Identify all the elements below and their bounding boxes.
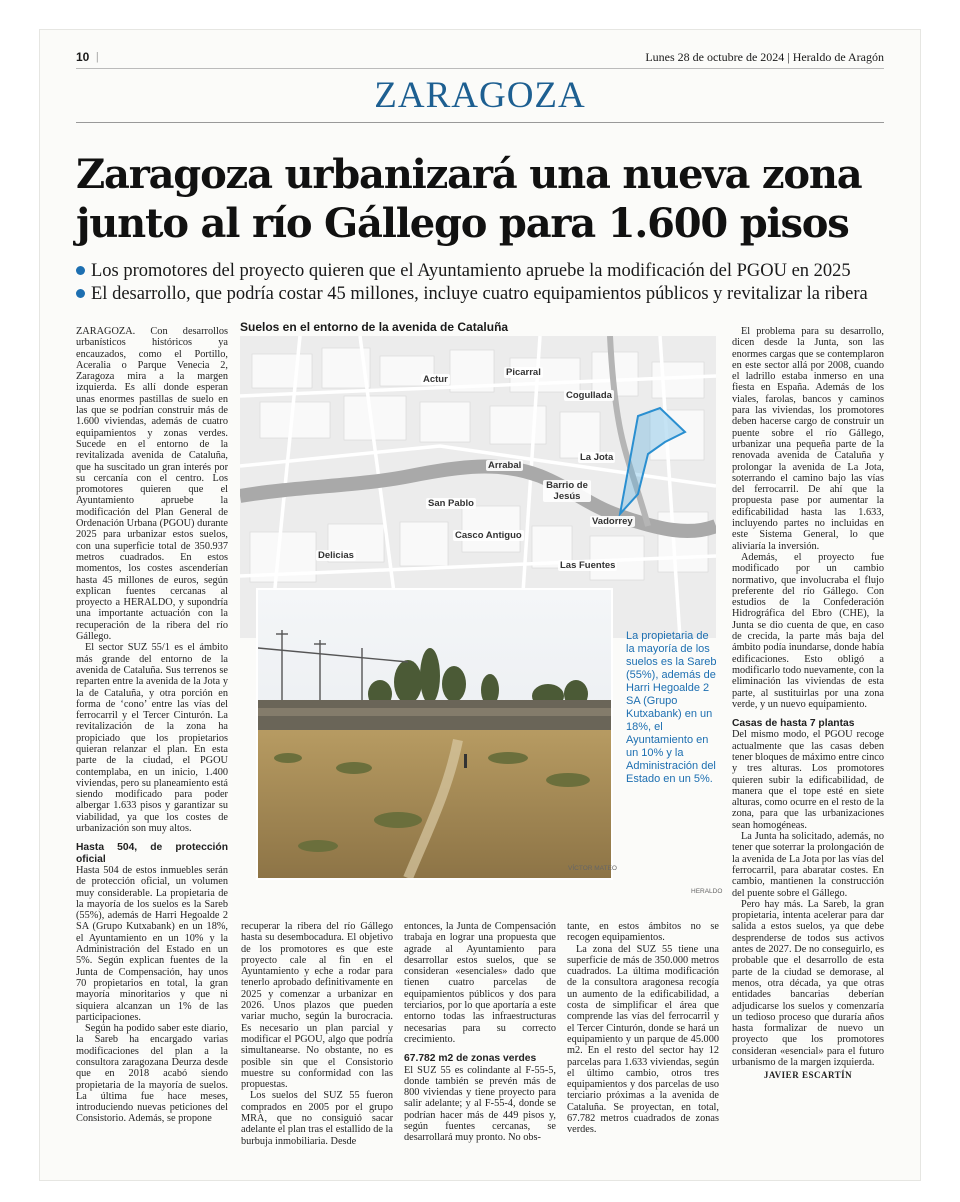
date-and-paper: Lunes 28 de octubre de 2024 | Heraldo de Aragón <box>645 50 884 64</box>
section-rule <box>76 122 884 123</box>
bullet-dot-icon <box>76 289 85 298</box>
map-label-vadorrey: Vadorrey <box>592 516 633 527</box>
site-photo <box>256 588 613 880</box>
map-credit: HERALDO <box>691 888 723 895</box>
article-column-5 <box>732 326 884 1082</box>
paragraph: Hasta 504 de estos inmuebles serán de protección oficial, un volumen muy considerable. La propietaria de la mayoría de los suelos es la Sareb (55%), además de Harri Hegoalde 2 SA (Grupo Kutxabank) en un 18%, el Ayuntamiento en un 10% y la Administración del Estado en un 5%. Según explican fuentes de la Junta de Compensación, hay unos 70 propietarios en total, la gran mayoría minoritarios y que ni siquiera alcanzan un 1% de las participaciones. <box>76 864 228 1023</box>
map-label-las-fuentes: Las Fuentes <box>560 560 616 571</box>
article-column-3 <box>404 921 556 1144</box>
subheading: Casas de hasta 7 plantas <box>732 718 855 730</box>
map-label-san-pablo: San Pablo <box>428 498 474 509</box>
photo-caption: La propietaria de la mayoría de los suelos es la Sareb (55%), además de Harri Hegoalde 2 SA (Grupo Kutxabank) en un 18%, el Ayuntamiento en un 10% y la Administración del Estado en un 5%. <box>626 630 717 785</box>
author-byline: JAVIER ESCARTÍN <box>763 1070 853 1081</box>
map-label-cogullada: Cogullada <box>566 390 612 401</box>
subheading: Hasta 504, de protección oficial <box>76 842 228 865</box>
paragraph: Los suelos del SUZ 55 fueron comprados en 2005 por el grupo MRA, que no consiguió sacar adelante el plan tras el estallido de la burbuja inmobiliaria. Desde <box>241 1090 393 1147</box>
map-label-la-jota: La Jota <box>580 452 614 463</box>
photo-credit: VÍCTOR MATEO <box>568 865 617 872</box>
map-title: Suelos en el entorno de la avenida de Cataluña <box>240 320 509 334</box>
page-header <box>76 44 884 69</box>
bullet-item: Los promotores del proyecto quieren que el Ayuntamiento apruebe la modificación del PGOU en 2025 <box>76 260 900 283</box>
map-label-delicias: Delicias <box>318 550 354 561</box>
paragraph: recuperar la ribera del río Gállego hasta su desembocadura. El objetivo de los promotores es que este proyecto cale al fin en el Ayuntamiento y eche a rodar para tenerlo aprobado definitivamente en 2025 y comenzar a urbanizar en 2026. Unos plazos que pueden variar mucho, según la burocracia. Es necesario un plan parcial y modificar el PGOU, algo que podría simultanearse. No obstante, no es posible sin que el Consistorio muestre su conformidad con las propuestas. <box>241 921 393 1091</box>
paragraph: La Junta ha solicitado, además, no tener que soterrar la prolongación de la avenida de La Jota por las vías del ferrocarril, para abaratar costes. En cambio, mantienen la construcción del puente sobre el Gállego. <box>732 831 884 899</box>
bullet-item: El desarrollo, que podría costar 45 millones, incluye cuatro equipamientos públicos y revitalizar la ribera <box>76 283 900 306</box>
paragraph: Además, el proyecto fue modificado por un cambio normativo, que involucraba el flujo preferente del río Gállego. Con estudios de la Confederación Hidrográfica del Ebro (CHE), la Junta se dio cuenta de que, en caso de crecida, la parte más baja del ámbito podía inundarse, donde había edificaciones. Esto obligó a modificarlo todo nuevamente, con la eliminación las viviendas de esta parte, al sustituirlas por una zona verde, y un nuevo equipamiento. <box>732 551 884 710</box>
map-label-arrabal: Arrabal <box>488 460 522 471</box>
article-column-2 <box>241 921 393 1147</box>
photo-svg <box>258 590 611 878</box>
paragraph: ZARAGOZA. Con desarrollos urbanísticos históricos ya encauzados, como el Portillo, Aceralia o Parque Venecia 2, Zaragoza mira a la margen izquierda. Es allí donde esperan unas enormes pastillas de suelo en las que se podrían construir más de 1.600 viviendas, además de cuatro equipamientos y zonas verdes. Sucede en el entorno de la revitalizada avenida de Cataluña, que ha suscitado un gran interés por su cercanía con el centro. Los promotores quieren que el Ayuntamiento apruebe la modificación del Plan General de Ordenación Urbana (PGOU) durante 2025 para urbanizar estos suelos, con una superficie total de 350.937 metros cuadrados. En estos momentos, los costes ascenderían hasta 45 millones de euros, según explican fuentes cercanas al proyecto a HERALDO, y supondría una importante actuación con la recuperación de la ribera del río Gállego. <box>76 326 228 643</box>
subheading: 67.782 m2 de zonas verdes <box>404 1053 537 1065</box>
paragraph: Del mismo modo, el PGOU recoge actualmente que las casas deben tener bloques de máximo entre cinco y tres alturas. Los promotores quieren subir la edificabilidad, de manera que el tope esté en siete alturas, como ocurre en el resto de la zona, para que las urbanizaciones sean homogéneas. <box>732 729 884 831</box>
paragraph: Según ha podido saber este diario, la Sareb ha encargado varias modificaciones del plan a la consultora zaragozana Deurza desde que en 2018 acabó siendo propietaria de la mayoría de suelos. La última fue hace meses, introduciendo nuevas peticiones del Consistorio. Además, se propone <box>76 1023 228 1125</box>
paragraph: La zona del SUZ 55 tiene una superficie de más de 350.000 metros cuadrados. La última modificación de la consultora aragonesa recogía un aumento de la edificabilidad, a costa de simplificar el área que comprende las vías del ferrocarril y el Tercer Cinturón, donde se hará un equipamiento y un parque de 45.000 m2. En el resto del sector hay 12 parcelas para 1.633 viviendas, según el último cambio, otros tres equipamientos y dos parcelas de uso terciario próximas a la avenida de Cataluña. Se proyectan, en total, 67.782 metros cuadrados de zonas verdes. <box>567 943 719 1136</box>
article-column-1 <box>76 326 228 1125</box>
paragraph: entonces, la Junta de Compensación trabaja en lograr una propuesta que agrade al Ayuntamiento para desarrollar estos suelos, que se consideran «esenciales» dado que tienen cuatro parcelas de equipamientos públicos y dos para terciarios, por lo que aportaría a este entorno todas las infraestructuras necesarias para su correcto crecimiento. <box>404 921 556 1045</box>
map-label-picarral: Picarral <box>506 367 541 378</box>
subheadline-bullets <box>76 260 900 306</box>
map-label-barrio-de-jesus: Barrio de Jesús <box>543 480 591 502</box>
header-divider: | <box>96 49 99 63</box>
paragraph: tante, en estos ámbitos no se recogen equipamientos. <box>567 921 719 944</box>
paragraph: El problema para su desarrollo, dicen desde la Junta, son las enormes cargas que se contemplaron en este sector allá por 2008, cuando el ladrillo estaba inmerso en una fiesta en España. Además de los viales, farolas, bancos y caminos para las viviendas, los promotores deben hacerse cargo de construir un puente sobre el río Gállego, urbanizar una pequeña parte de la renovada avenida de Cataluña y prolongar la avenida de La Jota, soterrando el camino bajo las vías del ferrocarril. De ahí que la propuesta pase por aumentar la edificabilidad hasta las 1.633, incluyendo partes no incluidas en este Sistema General, lo que aliviaría la inversión. <box>732 326 884 552</box>
map-label-casco-antiguo: Casco Antiguo <box>455 530 522 541</box>
map-label-actur: Actur <box>423 374 448 385</box>
section-title: ZARAGOZA <box>374 75 586 116</box>
headline: Zaragoza urbanizará una nueva zona junto al río Gállego para 1.600 pisos <box>76 151 862 247</box>
bullet-dot-icon <box>76 266 85 275</box>
paragraph: El sector SUZ 55/1 es el ámbito más grande del entorno de la avenida de Cataluña. Sus terrenos se reparten entre la avenida de la Jota y la de Cataluña, y otra porción en forma de ‘cono’ entre las vías del ferrocarril y el Tercer Cinturón. La revitalización de la zona ha propiciado que los propietarios quieran relanzar el plan. En esta parte de la ciudad, el PGOU contemplaba, en un inicio, 1.400 viviendas, pero su planeamiento está siendo modificado para poder albergar 1.633 pisos y garantizar su viabilidad, ya que los costes de urbanización son muy altos. <box>76 642 228 835</box>
article-column-4 <box>567 921 719 1136</box>
page-number: 10 <box>76 50 90 64</box>
paragraph: El SUZ 55 es colindante al F-55-5, donde también se prevén más de 800 viviendas y tiene proyecto para salir adelante; y al F-55-4, donde se podrían hacer más de 449 pisos y, según fuentes cercanas, se desarrollará muy pronto. No obs- <box>404 1064 556 1144</box>
paragraph: Pero hay más. La Sareb, la gran propietaria, intenta acelerar para dar salida a estos suelos, ya que debe desprenderse de todos sus activos antes de 2027. De no conseguirlo, es probable que el desarrollo de esta parte de la ciudad se demorase, al menos, otra década, ya que otras entidades bancarias deberían adjudicarse los suelos y comenzaría un tedioso proceso que duraría años hasta formalizar de nuevo un proyecto que los promotores consideran «esencial» para el futuro urbanismo de la margen izquierda. <box>732 898 884 1068</box>
newspaper-page <box>40 30 920 1180</box>
